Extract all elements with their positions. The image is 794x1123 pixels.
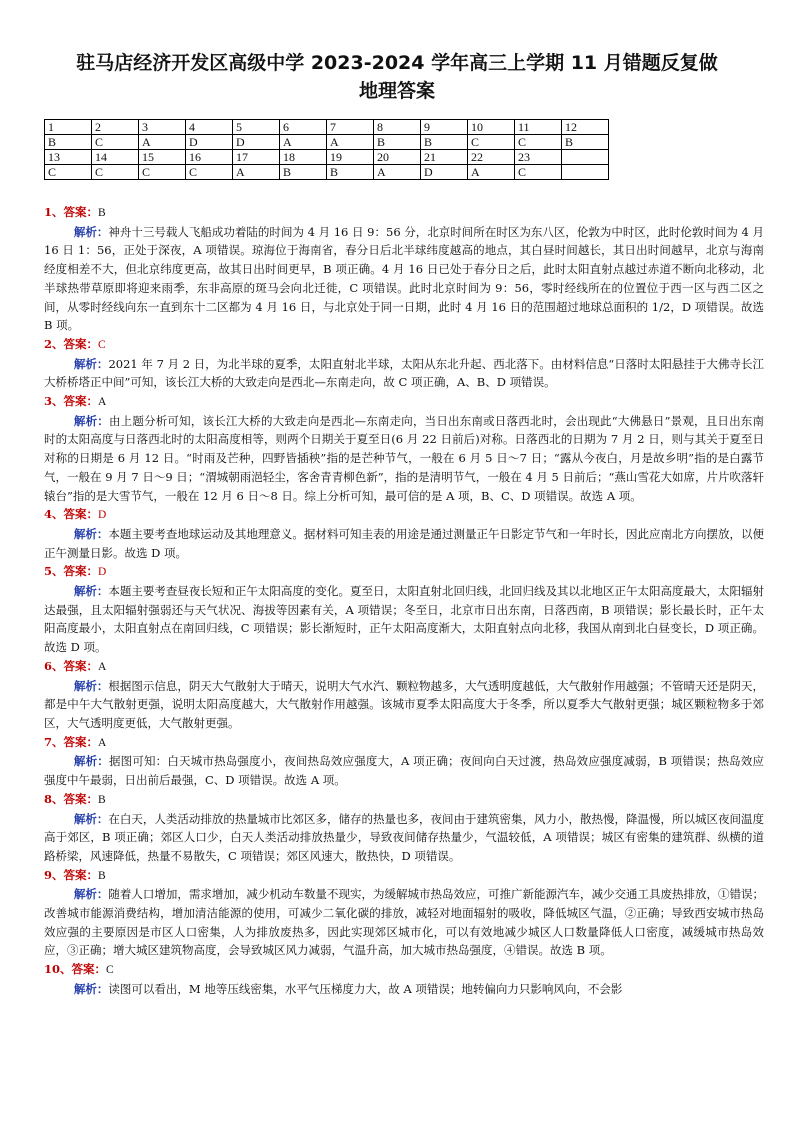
question-number: 5、	[44, 564, 64, 579]
explanation-label: 解析：	[73, 413, 109, 428]
answer-table-cell	[562, 150, 609, 165]
answer-table-cell: A	[139, 135, 186, 150]
explanations	[44, 203, 764, 999]
explanation-text: 根据图示信息，阴天大气散射大于晴天，说明大气水汽、颗粒物越多，大气透明度越低，大气散射作用越强；不管晴天还是阴天，都是中午大气散射更强，说明太阳高度越大，大气散射作用越强。该城市夏季太阳高度大于冬季，所以夏季大气散射更强；城区颗粒物多于郊区，大气透明度更低，大气散射更强。	[44, 678, 765, 730]
answer-table-cell: 22	[468, 150, 515, 165]
explanation-label: 解析：	[73, 526, 109, 541]
explanation-text: 在白天，人类活动排放的热量城市比郊区多，储存的热量也多，夜间由于建筑密集，风力小，散热慢，降温慢，所以城区夜间温度高于郊区，B 项正确；郊区人口少，白天人类活动排放热量少，导致夜间储存热量少，气温较低，A 项错误；城区有密集的建筑群、纵横的道路桥梁，风速降低，热量不易散失，C 项错误；郊区风速大，散热快，D 项错误。	[44, 811, 765, 863]
explanation-label: 解析：	[73, 356, 109, 371]
answer-table-cell: 8	[374, 120, 421, 135]
explanation-label: 解析：	[73, 584, 109, 599]
explanation-paragraph	[44, 980, 764, 999]
answer-label: 答案：	[63, 394, 99, 409]
answer-label: 答案：	[63, 507, 99, 522]
explanation-text: 本题主要考查地球运动及其地理意义。据材料可知圭表的用途是通过测量正午日影定节气和一年时长，因此应南北方向摆放，以便正午测量日影。故选 D 项。	[44, 526, 765, 560]
answer-table-cell: 14	[92, 150, 139, 165]
answer-table-cell: D	[421, 165, 468, 180]
explanation-label: 解析：	[73, 811, 109, 826]
answer-table-cell: 23	[515, 150, 562, 165]
answer-table-cell: 16	[186, 150, 233, 165]
answer-table-cell: A	[233, 165, 280, 180]
question-number: 9、	[44, 867, 64, 882]
answer-table-cell: 6	[280, 120, 327, 135]
explanation-label: 解析：	[73, 678, 109, 693]
answer-table-cell: A	[374, 165, 421, 180]
answer-value: B	[98, 207, 106, 219]
answer-table-cell: C	[186, 165, 233, 180]
explanation-paragraph	[44, 810, 764, 866]
answer-label: 答案：	[63, 791, 99, 806]
question-answer-line	[44, 790, 764, 810]
explanation-paragraph	[44, 355, 764, 392]
question-answer-line	[44, 505, 764, 525]
explanation-text: 本题主要考查昼夜长短和正午太阳高度的变化。夏至日，太阳直射北回归线，北回归线及其以北地区正午太阳高度最大，太阳辐射达最强，且太阳辐射强弱还与天气状况、海拔等因素有关，A 项错误；冬至日，北京市日出东南，日落西南，B 项错误；影长最长时，正午太阳高度最小，太阳直射点在南回归线，C 项错误；影长渐短时，正午太阳高度渐大，太阳直射点向北移，我国从南到北白昼变长，D 项正确。故选 D 项。	[44, 584, 765, 655]
answer-table-row	[45, 150, 609, 165]
answer-value: C	[106, 964, 114, 977]
answer-table-cell: C	[515, 165, 562, 180]
answer-table-cell: B	[45, 135, 92, 150]
question-number: 6、	[44, 658, 64, 673]
document-title: 驻马店经济开发区高级中学 2023-2024 学年高三上学期 11 月错题反复做	[76, 52, 718, 74]
question-answer-line	[44, 657, 764, 677]
answer-label: 答案：	[63, 336, 99, 351]
answer-label: 答案：	[63, 658, 99, 673]
explanation-paragraph	[44, 525, 764, 562]
question-number: 7、	[44, 734, 64, 749]
answer-value: A	[98, 736, 107, 749]
explanation-label: 解析：	[73, 754, 109, 769]
explanation-label: 解析：	[73, 981, 109, 996]
answer-label: 答案：	[63, 205, 99, 219]
explanation-paragraph	[44, 412, 764, 506]
question-number: 3、	[44, 394, 64, 409]
answer-table-cell: C	[92, 135, 139, 150]
answer-table-cell: B	[327, 165, 374, 180]
answer-value: B	[98, 793, 106, 806]
explanation-label: 解析：	[73, 224, 109, 239]
answer-value: D	[98, 566, 107, 579]
answer-table-cell: 5	[233, 120, 280, 135]
answer-table-cell: 1	[45, 120, 92, 135]
answer-value: A	[98, 396, 107, 409]
answer-value: B	[98, 869, 106, 882]
answer-table-cell: 18	[280, 150, 327, 165]
answer-table-cell: D	[233, 135, 280, 150]
question-answer-line	[44, 203, 764, 223]
answer-table-cell: B	[280, 165, 327, 180]
question-answer-line	[44, 960, 764, 980]
answer-table-cell: C	[92, 165, 139, 180]
answer-table-cell: A	[327, 135, 374, 150]
answer-value: A	[98, 660, 107, 673]
answer-table-cell: 7	[327, 120, 374, 135]
explanation-text: 2021 年 7 月 2 日，为北半球的夏季，太阳直射北半球，太阳从东北升起、西北落下。由材料信息“日落时太阳悬挂于大佛寺长江大桥桥塔正中间”可知，该长江大桥的大致走向是西北—东南走向，故 C 项正确，A、B、D 项错误。	[44, 356, 764, 390]
answer-table-cell: C	[139, 165, 186, 180]
document-subtitle: 地理答案	[358, 80, 435, 102]
answer-label: 答案：	[63, 564, 99, 579]
answer-table-cell: 2	[92, 120, 139, 135]
answer-table-cell: D	[186, 135, 233, 150]
question-answer-line	[44, 562, 764, 582]
explanation-label: 解析：	[73, 887, 109, 902]
answer-table-cell: B	[421, 135, 468, 150]
answer-table-cell: 4	[186, 120, 233, 135]
question-number: 8、	[44, 791, 64, 806]
answer-table-cell: A	[468, 165, 515, 180]
answer-table-cell: 9	[421, 120, 468, 135]
answer-table-cell: 19	[327, 150, 374, 165]
question-answer-line	[44, 733, 764, 753]
answer-table-cell: C	[515, 135, 562, 150]
answer-table	[44, 119, 609, 180]
answer-label: 答案：	[63, 734, 99, 749]
explanation-paragraph	[44, 677, 764, 733]
answer-table-row	[45, 120, 609, 135]
answer-table-cell: 10	[468, 120, 515, 135]
question-number: 2、	[44, 336, 64, 351]
answer-table-cell: 11	[515, 120, 562, 135]
question-answer-line	[44, 335, 764, 355]
answer-table-cell: B	[374, 135, 421, 150]
explanation-text: 随着人口增加，需求增加，减少机动车数量不现实，为缓解城市热岛效应，可推广新能源汽车，减少交通工具废热排放，①错误；改善城市能源消费结构，增加清洁能源的使用，可减少二氧化碳的排放，减轻对地面辐射的吸收，降低城区气温，②正确；导致西安城市热岛效应强的主要原因是市区人口密集，人为排放废热多，因此实现郊区城市化，可以有效地减少城区人口数量降低人口密度，减缓城市热岛效应，③正确；增大城区建筑物高度，会导致城区风力减弱，气温升高，加大城市热岛强度，④错误。故选 B 项。	[44, 887, 765, 958]
answer-table-cell: A	[280, 135, 327, 150]
answer-table-cell: 20	[374, 150, 421, 165]
explanation-text: 神舟十三号载人飞船成功着陆的时间为 4 月 16 日 9：56 分，北京时间所在时区为东八区，伦敦为中时区，此时伦敦时间为 4 月 16 日 1：56，正处于深夜，A 项错误。琼海位于海南省，春分日后北半球纬度越高的地点，其白昼时间越长，其日出时间越早，北京与海南经度相差不大，但北京纬度更高，故其日出时间更早，B 项正确。4 月 16 日已处于春分日之后，此时太阳直射点越过赤道不断向北移动，北半球热带草原即将迎来雨季，东非高原的斑马会向北迁徙，C 项错误。此时北京时间为 9：56，零时经线所在的位置位于西一区与西二区之间，从零时经线向东一直到东十二区都为 4 月 16 日，与北京处于同一日期，此时 4 月 16 日的范围超过地球总面积的 1/2，D 项错误。故选 B 项。	[44, 224, 764, 333]
answer-table-cell: 12	[562, 120, 609, 135]
explanation-paragraph	[44, 885, 764, 960]
question-number: 1、	[44, 205, 64, 219]
explanation-text: 由上题分析可知，该长江大桥的大致走向是西北—东南走向，当日出东南或日落西北时，会出现此“大佛悬日”景观，且日出东南时的太阳高度与日落西北时的太阳高度相等，则两个日期关于夏至日(6 月 22 日前后)对称。日落西北的日期为 7 月 2 日，则与其关于夏至日对称的日期是 6 月 12 日。“时雨及芒种，四野皆插秧”指的是芒种节气，一般在 6 月 5 日～7 日；“露从今夜白，月是故乡明”指的是白露节气，一般在 9 月 7 日～9 日；“渭城朝雨浥轻尘，客舍青青柳色新”，指的是清明节气，一般在 4 月 5 日前后；“燕山雪花大如席，片片吹落轩辕台”指的是大雪节气，一般在 12 月 6 日～8 日。综上分析可知，最可信的是 A 项，B、C、D 项错误。故选 A 项。	[44, 413, 764, 503]
answer-table-cell: C	[45, 165, 92, 180]
answer-table-cell: C	[468, 135, 515, 150]
explanation-paragraph	[44, 582, 764, 657]
question-number: 4、	[44, 507, 64, 522]
answer-table-row	[45, 165, 609, 180]
explanation-text: 据图可知：白天城市热岛强度小，夜间热岛效应强度大，A 项正确；夜间向白天过渡，热岛效应强度减弱，B 项错误；热岛效应强度中午最弱，日出前后最强，C、D 项错误。故选 A 项。	[44, 754, 764, 788]
answer-table-cell: 21	[421, 150, 468, 165]
answer-table-cell: 15	[139, 150, 186, 165]
answer-table-row	[45, 135, 609, 150]
explanation-paragraph	[44, 223, 764, 335]
answer-value: C	[98, 338, 106, 351]
explanation-paragraph	[44, 752, 764, 789]
answer-value: D	[98, 509, 107, 522]
answer-table-cell: 13	[45, 150, 92, 165]
answer-table-cell: 17	[233, 150, 280, 165]
answer-label: 答案：	[71, 962, 107, 977]
question-answer-line	[44, 392, 764, 412]
explanation-text: 读图可以看出，M 地等压线密集，水平气压梯度力大，故 A 项错误；地转偏向力只影响风向，不会影	[108, 981, 623, 996]
question-number: 10、	[44, 962, 72, 977]
answer-table-cell: 3	[139, 120, 186, 135]
answer-table-cell	[562, 165, 609, 180]
answer-label: 答案：	[63, 867, 99, 882]
question-answer-line	[44, 866, 764, 886]
answer-table-cell: B	[562, 135, 609, 150]
